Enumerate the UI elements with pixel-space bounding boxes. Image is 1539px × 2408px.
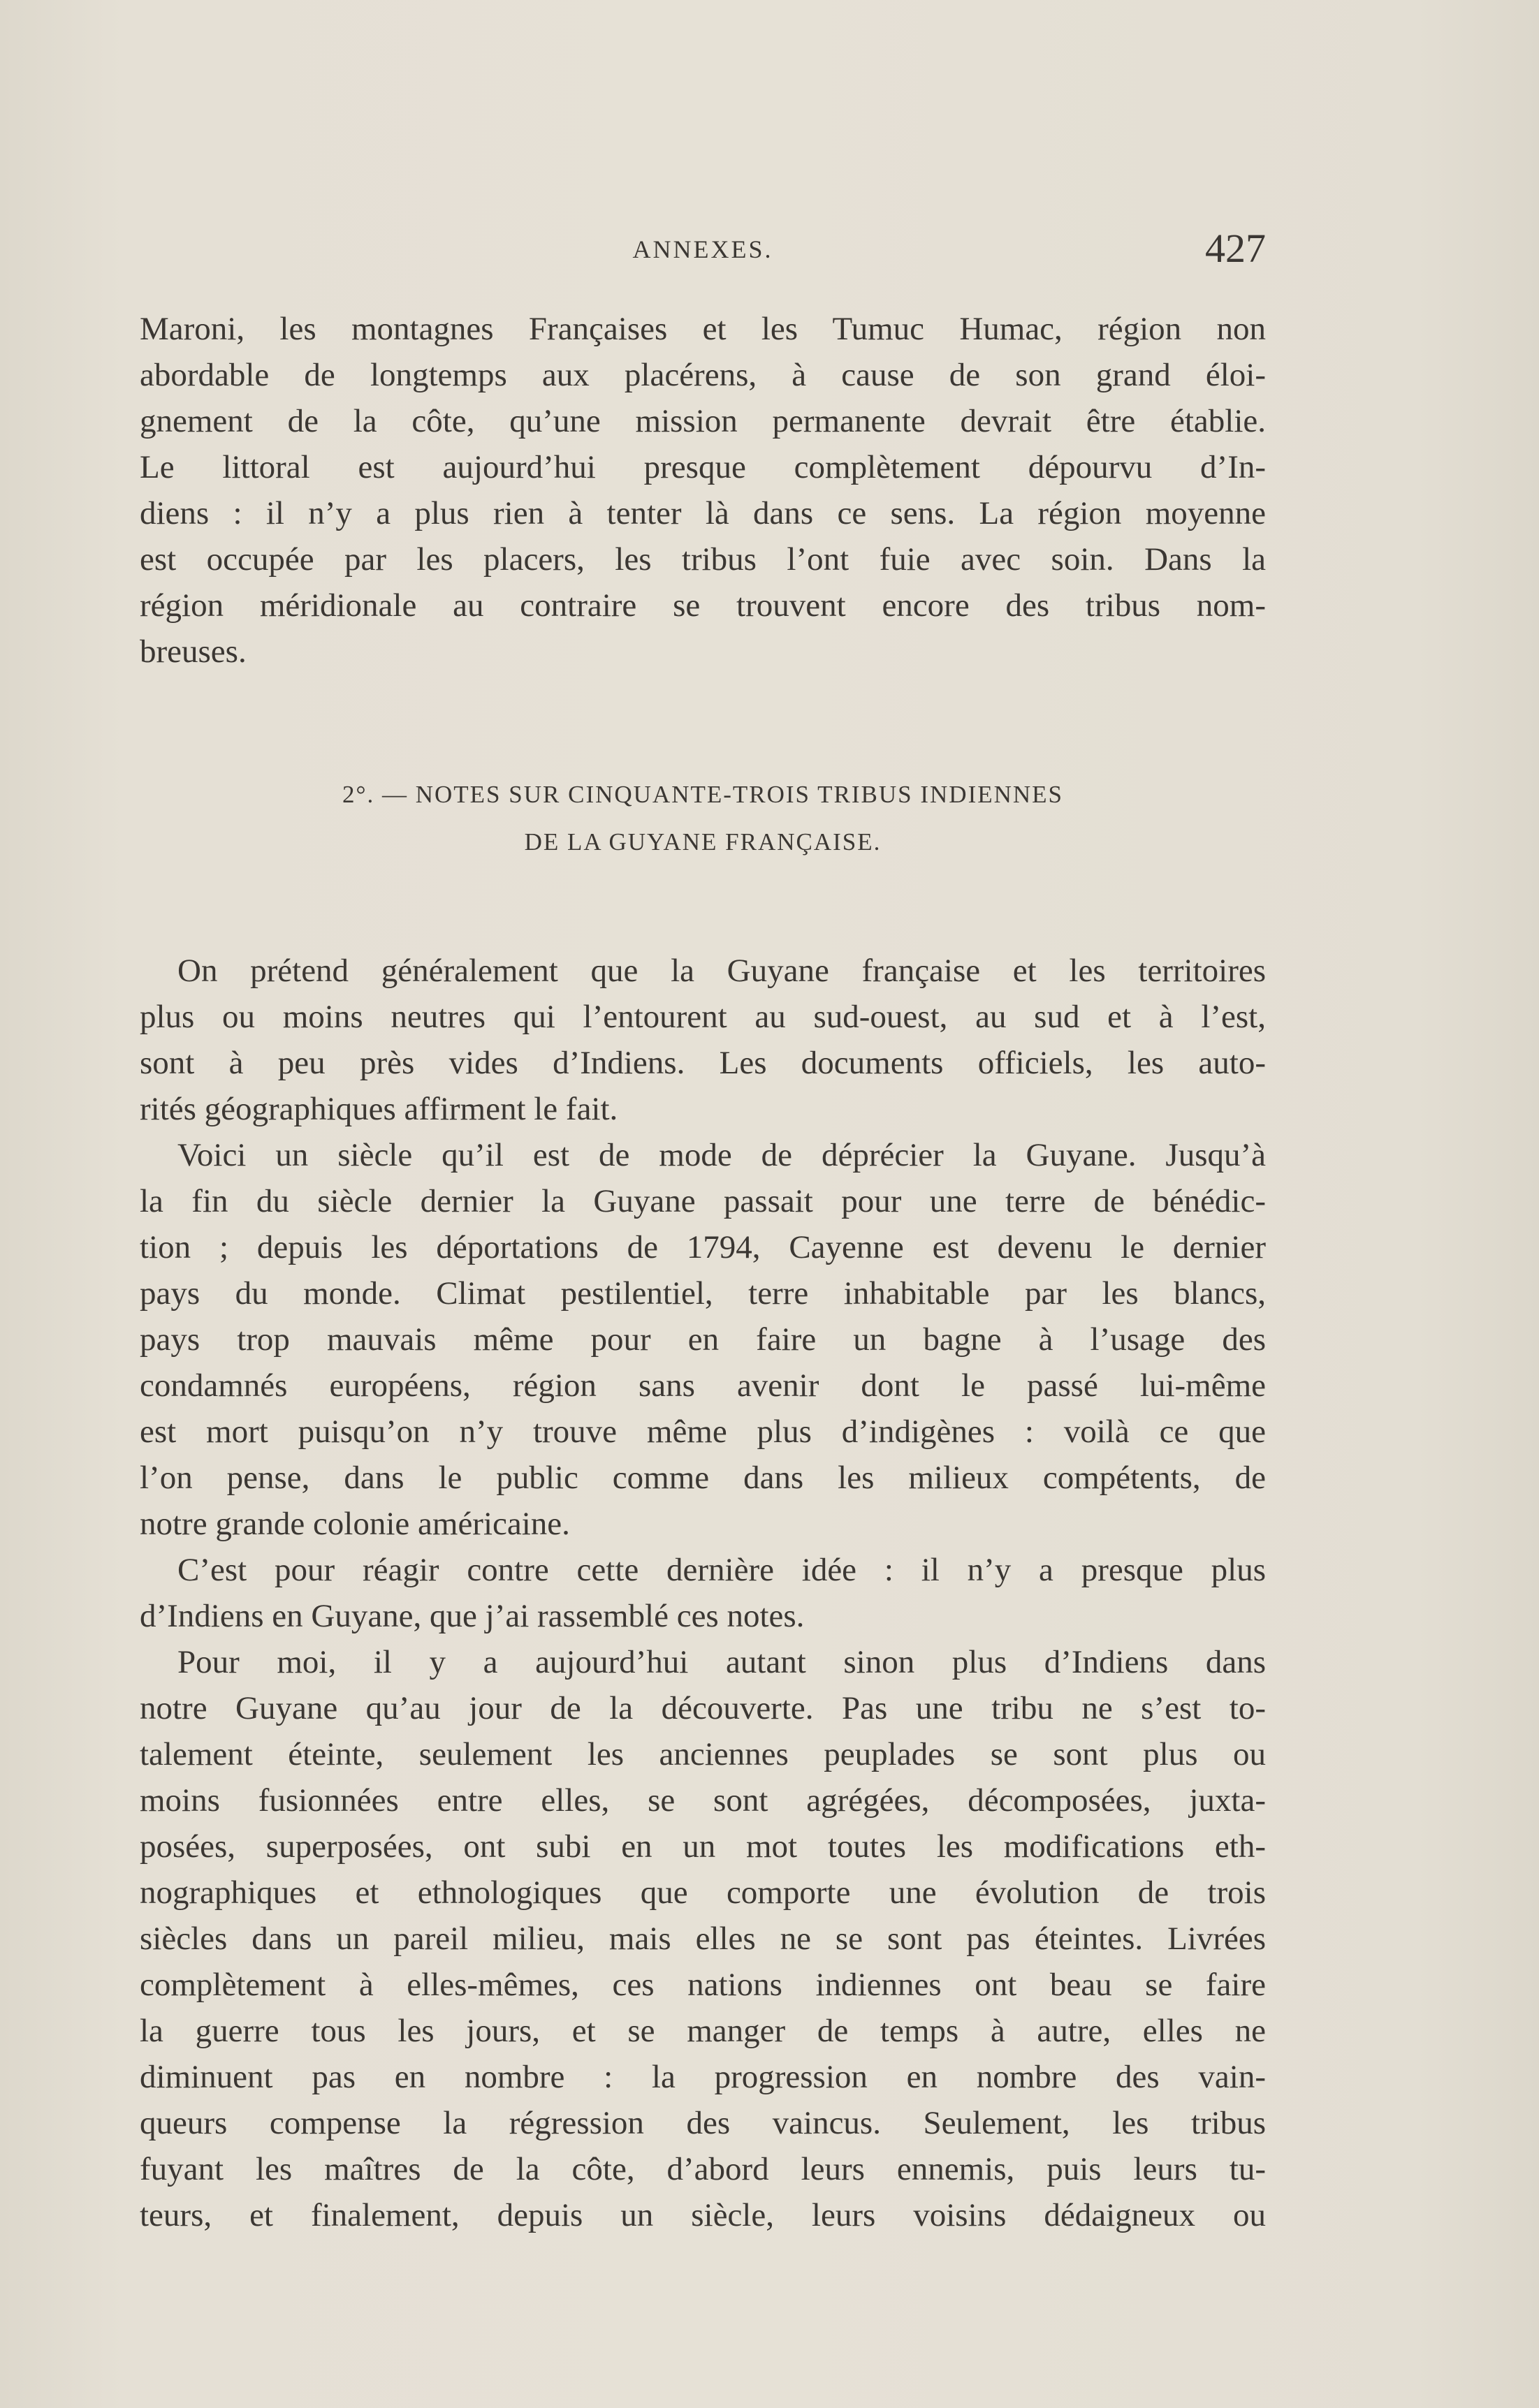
text-line: diens : il n’y a plus rien à tenter là dans ce sens. La région moyenne [140, 495, 1266, 531]
text-line: gnement de la côte, qu’une mission permanente devrait être établie. [140, 403, 1266, 439]
section-heading-line-2: DE LA GUYANE FRANÇAISE. [524, 828, 882, 856]
text-line: pays trop mauvais même pour en faire un bagne à l’usage des [140, 1321, 1266, 1358]
running-header [140, 225, 1266, 274]
text-line: talement éteinte, seulement les anciennes peuplades se sont plus ou [140, 1736, 1266, 1772]
text-line: l’on pense, dans le public comme dans les milieux compétents, de [140, 1460, 1266, 1496]
main-text [140, 948, 1266, 2238]
text-line: diminuent pas en nombre : la progression en nombre des vain- [140, 2059, 1266, 2095]
text-line: complètement à elles-mêmes, ces nations indiennes ont beau se faire [140, 1967, 1266, 2003]
text-line: moins fusionnées entre elles, se sont agrégées, décomposées, juxta- [140, 1782, 1266, 1819]
text-line: On prétend généralement que la Guyane française et les territoires [177, 953, 1266, 989]
text-line: Pour moi, il y a aujourd’hui autant sinon plus d’Indiens dans [177, 1644, 1266, 1680]
text-line: nographiques et ethnologiques que comporte une évolution de trois [140, 1874, 1266, 1911]
text-line: d’Indiens en Guyane, que j’ai rassemblé ces notes. [140, 1598, 805, 1634]
text-line: Le littoral est aujourd’hui presque complètement dépourvu d’In- [140, 449, 1266, 485]
text-line: tion ; depuis les déportations de 1794, Cayenne est devenu le dernier [140, 1229, 1266, 1265]
text-line: plus ou moins neutres qui l’entourent au sud-ouest, au sud et à l’est, [140, 999, 1266, 1035]
text-line: queurs compense la régression des vaincus. Seulement, les tribus [140, 2105, 1266, 2141]
page-number: 427 [1205, 226, 1266, 271]
text-line: Maroni, les montagnes Françaises et les Tumuc Humac, région non [140, 311, 1266, 347]
text-line: fuyant les maîtres de la côte, d’abord leurs ennemis, puis leurs tu- [140, 2151, 1266, 2187]
text-line: teurs, et finalement, depuis un siècle, leurs voisins dédaigneux ou [140, 2197, 1266, 2233]
text-line: posées, superposées, ont subi en un mot toutes les modifications eth- [140, 1828, 1266, 1865]
text-line: région méridionale au contraire se trouvent encore des tribus nom- [140, 587, 1266, 624]
text-line: Voici un siècle qu’il est de mode de déprécier la Guyane. Jusqu’à [177, 1137, 1266, 1173]
text-line: C’est pour réagir contre cette dernière idée : il n’y a presque plus [177, 1552, 1266, 1588]
text-line: est occupée par les placers, les tribus l’ont fuie avec soin. Dans la [140, 541, 1266, 578]
text-line: abordable de longtemps aux placérens, à cause de son grand éloi- [140, 357, 1266, 393]
text-line: la guerre tous les jours, et se manger de temps à autre, elles ne [140, 2013, 1266, 2049]
text-line: rités géographiques affirment le fait. [140, 1091, 618, 1127]
text-line: est mort puisqu’on n’y trouve même plus d’indigènes : voilà ce que [140, 1414, 1266, 1450]
text-line: breuses. [140, 633, 247, 670]
text-line: siècles dans un pareil milieu, mais elles ne se sont pas éteintes. Livrées [140, 1921, 1266, 1957]
text-line: pays du monde. Climat pestilentiel, terre inhabitable par les blancs, [140, 1275, 1266, 1312]
text-line: condamnés européens, région sans avenir dont le passé lui-même [140, 1367, 1266, 1404]
continued-paragraph [140, 306, 1266, 675]
text-line: sont à peu près vides d’Indiens. Les documents officiels, les auto- [140, 1045, 1266, 1081]
running-header-title: ANNEXES. [632, 235, 773, 263]
text-line: notre Guyane qu’au jour de la découverte. Pas une tribu ne s’est to- [140, 1690, 1266, 1726]
text-line: notre grande colonie américaine. [140, 1506, 570, 1542]
section-heading-line-1: 2°. — NOTES SUR CINQUANTE-TROIS TRIBUS INDIENNES [342, 781, 1063, 808]
text-line: la fin du siècle dernier la Guyane passait pour une terre de bénédic- [140, 1183, 1266, 1219]
